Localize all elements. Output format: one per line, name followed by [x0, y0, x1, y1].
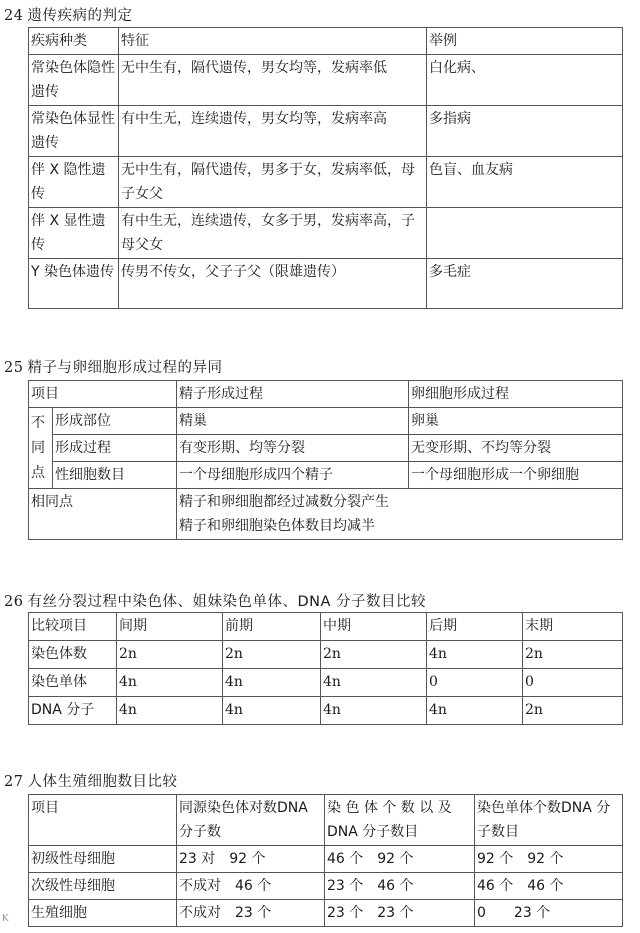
table-row	[29, 435, 623, 462]
table-cell: 有变形期、均等分裂	[177, 435, 409, 462]
header-cell: 染 色 体 个 数 以 及DNA 分子数目	[325, 795, 475, 846]
table-row	[29, 408, 623, 435]
same-point-line: 精子和卵细胞染色体数目均减半	[179, 518, 375, 534]
header-cell: 卵细胞形成过程	[409, 381, 623, 408]
table-header-row	[29, 28, 623, 55]
germ-cell-count-table	[28, 794, 623, 927]
header-cell: 特征	[119, 28, 427, 55]
table-row	[29, 489, 623, 540]
table-cell: 形成部位	[53, 408, 177, 435]
table-cell: 有中生无，连续遗传，男女均等，发病率高	[119, 106, 427, 157]
table-cell: 传男不传女，父子子父（限雄遗传）	[119, 259, 427, 309]
section-25-heading	[4, 356, 222, 377]
table-cell: 常染色体显性遗传	[29, 106, 119, 157]
table-cell: 性细胞数目	[53, 462, 177, 489]
table-cell: 92 个 92 个	[475, 846, 623, 873]
table-cell: 4n	[427, 641, 523, 669]
header-cell: 染色单体个数DNA 分子数目	[475, 795, 623, 846]
section-title: 人体生殖细胞数目比较	[27, 774, 178, 790]
heredity-table	[28, 27, 623, 309]
table-cell: 2n	[117, 641, 223, 669]
table-cell: 生殖细胞	[29, 900, 177, 927]
table-row	[29, 900, 623, 927]
table-cell: 形成过程	[53, 435, 177, 462]
header-cell: 末期	[523, 613, 623, 641]
gamete-formation-table	[28, 380, 623, 540]
table-cell: 初级性母细胞	[29, 846, 177, 873]
table-row	[29, 55, 623, 106]
table-cell: 精巢	[177, 408, 409, 435]
table-cell: 次级性母细胞	[29, 873, 177, 900]
table-cell: 0 23 个	[475, 900, 623, 927]
table-cell: 4n	[117, 697, 223, 725]
table-cell: 染色单体	[29, 669, 117, 697]
table-cell: 伴 X 隐性遗传	[29, 157, 119, 208]
table-cell: 染色体数	[29, 641, 117, 669]
table-row	[29, 697, 623, 725]
table-header-row	[29, 795, 623, 846]
table-row	[29, 259, 623, 309]
table-header-row	[29, 613, 623, 641]
table-cell: 4n	[223, 669, 321, 697]
table-cell: 一个母细胞形成四个精子	[177, 462, 409, 489]
table-cell: 有中生无，连续遗传，女多于男，发病率高，子母父女	[119, 208, 427, 259]
table-cell: 白化病、	[427, 55, 623, 106]
table-cell: 无中生有，隔代遗传，男女均等，发病率低	[119, 55, 427, 106]
table-cell: 0	[523, 669, 623, 697]
table-cell: 46 个 92 个	[325, 846, 475, 873]
table-row	[29, 846, 623, 873]
table-cell: 色盲、血友病	[427, 157, 623, 208]
header-cell: 比较项目	[29, 613, 117, 641]
table-cell: 4n	[321, 669, 427, 697]
table-cell: 4n	[117, 669, 223, 697]
header-cell: 中期	[321, 613, 427, 641]
table-cell: 23 对 92 个	[177, 846, 325, 873]
table-cell: 4n	[427, 697, 523, 725]
table-row	[29, 157, 623, 208]
section-27-heading	[4, 770, 177, 791]
table-row	[29, 641, 623, 669]
section-title: 遗传疾病的判定	[27, 8, 133, 24]
table-row	[29, 208, 623, 259]
mitosis-count-table	[28, 612, 623, 725]
header-cell: 间期	[117, 613, 223, 641]
table-cell: 2n	[223, 641, 321, 669]
table-cell: 卵巢	[409, 408, 623, 435]
section-number: 27	[4, 774, 24, 790]
table-row	[29, 873, 623, 900]
section-number: 26	[4, 594, 24, 610]
table-cell: 一个母细胞形成一个卵细胞	[409, 462, 623, 489]
header-cell: 精子形成过程	[177, 381, 409, 408]
table-cell: 4n	[223, 697, 321, 725]
header-cell: 后期	[427, 613, 523, 641]
table-cell: 不成对 23 个	[177, 900, 325, 927]
section-24-heading	[4, 4, 132, 25]
section-title: 精子与卵细胞形成过程的异同	[27, 360, 223, 376]
watermark: K	[2, 913, 9, 924]
header-cell: 同源染色体对数DNA 分子数	[177, 795, 325, 846]
same-label-cell: 相同点	[29, 489, 177, 540]
diff-label-cell: 不同点	[29, 408, 53, 489]
section-26-heading	[4, 590, 426, 611]
table-cell: 无中生有，隔代遗传，男多于女，发病率低，母子女父	[119, 157, 427, 208]
table-cell: 2n	[523, 641, 623, 669]
table-cell: 46 个 46 个	[475, 873, 623, 900]
table-cell: Y 染色体遗传	[29, 259, 119, 309]
header-cell: 疾病种类	[29, 28, 119, 55]
table-cell: 0	[427, 669, 523, 697]
table-cell: 4n	[321, 697, 427, 725]
table-cell: 无变形期、不均等分裂	[409, 435, 623, 462]
header-cell: 项目	[29, 795, 177, 846]
table-cell: 多毛症	[427, 259, 623, 309]
section-number: 24	[4, 8, 24, 24]
table-cell	[427, 208, 623, 259]
table-row	[29, 106, 623, 157]
section-title: 有丝分裂过程中染色体、姐妹染色单体、DNA 分子数目比较	[27, 594, 426, 610]
table-row	[29, 462, 623, 489]
same-points-cell	[177, 489, 623, 540]
table-cell: 常染色体隐性遗传	[29, 55, 119, 106]
header-cell: 前期	[223, 613, 321, 641]
table-cell: 2n	[321, 641, 427, 669]
table-header-row	[29, 381, 623, 408]
table-cell: 伴 X 显性遗传	[29, 208, 119, 259]
table-cell: 2n	[523, 697, 623, 725]
table-cell: 多指病	[427, 106, 623, 157]
same-point-line: 精子和卵细胞都经过减数分裂产生	[179, 494, 389, 510]
section-number: 25	[4, 360, 24, 376]
table-row	[29, 669, 623, 697]
table-cell: 23 个 46 个	[325, 873, 475, 900]
table-cell: DNA 分子	[29, 697, 117, 725]
header-cell: 举例	[427, 28, 623, 55]
table-cell: 23 个 23 个	[325, 900, 475, 927]
header-cell: 项目	[29, 381, 177, 408]
table-cell: 不成对 46 个	[177, 873, 325, 900]
